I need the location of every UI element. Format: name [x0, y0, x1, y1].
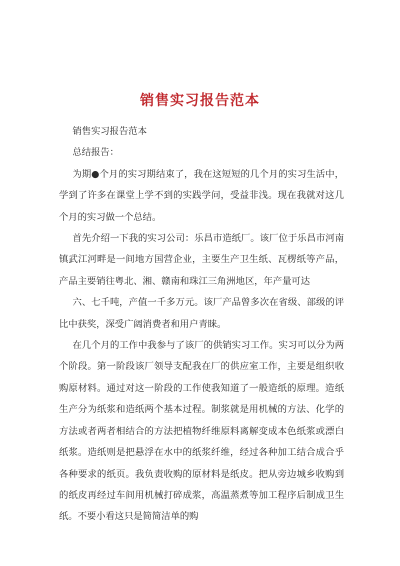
paragraph-subtitle: 销售实习报告范本: [72, 126, 147, 137]
paragraph-summary-label: 总结报告：: [72, 147, 119, 159]
document-title: 销售实习报告范本: [140, 93, 260, 109]
paragraph-output: 六、七千吨，产值一千多万元。该厂产品曾多次在省级、部级的评比中获奖，深受广阔消费者和用户青睐。: [59, 297, 344, 330]
document-body: [59, 121, 344, 528]
paragraph-company: 首先介绍一下我的实习公司：乐昌市造纸厂。该厂位于乐昌市河南镇武江河畔是一间地方国营企业，主要生产卫生纸、瓦楞纸等产品，产品主要销往粤北、湘、赣南和珠江三角洲地区，年产量可达: [59, 233, 344, 287]
paragraph-intro: 为期●个月的实习期结束了，我在这短短的几个月的实习生活中，学到了许多在课堂上学不到的实践学问，受益非浅。现在我就对这几个月的实习做一个总结。: [59, 168, 344, 223]
paragraph-work: 在几个月的工作中我参与了该厂的供销实习工作。实习可以分为两个阶段。第一阶段该厂领导支配我在厂的供应室工作，主要是组织收购原材料。通过对这一阶段的工作使我知道了一般造纸的原理。造纸生产分为纸浆和造纸两个基本过程。制浆就是用机械的方法、化学的方法或者两者相结合的方法把植物纤维原料离解变成本色纸浆或漂白纸浆。造纸则是把悬浮在水中的纸浆纤维，经过各种加工结合成合乎各种要求的纸页。我负责收购的原材料是纸皮。把从旁边城乡收购到的纸皮再经过车间用机械打碎成浆，高温蒸煮等加工程序后制成卫生纸。不要小看这只是简简洁单的购: [59, 340, 344, 523]
